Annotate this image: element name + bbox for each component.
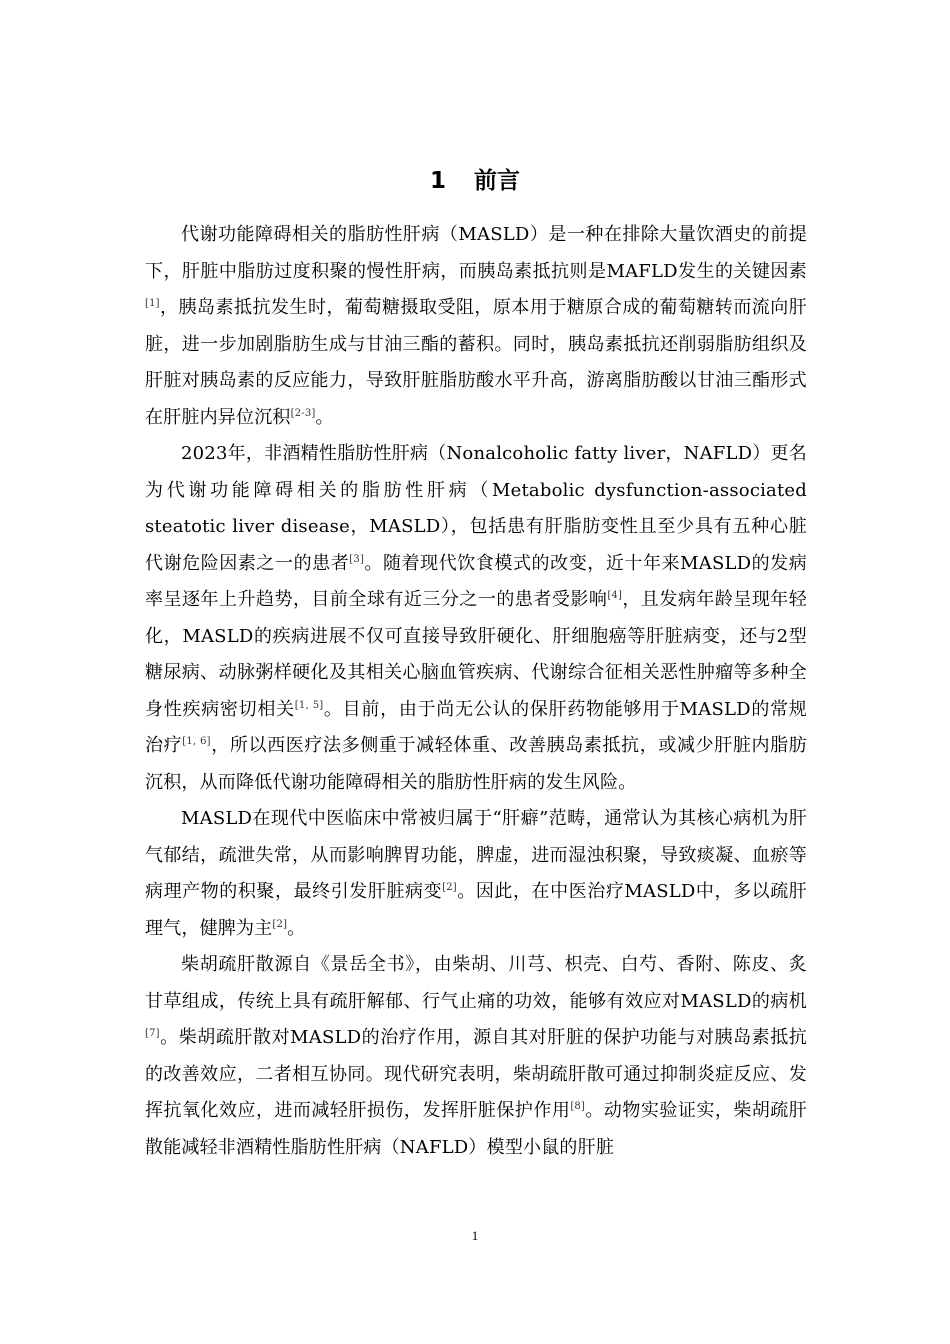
text-run: ，所以西医疗法多侧重于减轻体重、改善胰岛素抵抗，或减少肝脏内脂肪沉积，从而降低代谢功能障碍相关的脂肪性肝病的发生风险。: [145, 735, 807, 793]
paragraph: [145, 217, 807, 436]
citation: [2]: [272, 918, 288, 930]
section-heading: [0, 161, 950, 201]
citation: [4]: [607, 590, 623, 601]
text-run: 。柴胡疏肝散对MASLD的治疗作用，源自其对肝脏的保护功能与对胰岛素抵抗的改善效应，二者相互协同。现代研究表明，柴胡疏肝散可通过抑制炎症反应、发挥抗氧化效应，进而减轻肝损伤，发挥肝脏保护作用: [145, 1027, 807, 1121]
text-run: ，且发病年龄呈现年轻化，MASLD的疾病进展不仅可直接导致肝硬化、肝细胞癌等肝脏病变，还与2型糖尿病、动脉粥样硬化及其相关心脑血管疾病、代谢综合征相关恶性肿瘤等多种全身性疾病密切相关: [145, 589, 808, 720]
body-text: [145, 217, 807, 1166]
text-run: 。动物实验证实，柴胡疏肝散能减轻非酒精性脂肪性肝病（NAFLD）模型小鼠的肝脏: [145, 1100, 807, 1158]
citation: [1, 5]: [294, 699, 324, 711]
text-run: 柴胡疏肝散源自《景岳全书》，由柴胡、川芎、枳壳、白芍、香附、陈皮、炙甘草组成，传统上具有疏肝解郁、行气止痛的功效，能够有效应对MASLD的病机: [145, 954, 807, 1012]
text-run: ，胰岛素抵抗发生时，葡萄糖摄取受阻，原本用于糖原合成的葡萄糖转而流向肝脏，进一步加剧脂肪生成与甘油三酯的蓄积。同时，胰岛素抵抗还削弱脂肪组织及肝脏对胰岛素的反应能力，导致肝脏脂肪酸水平升高，游离脂肪酸以甘油三酯形式在肝脏内异位沉积: [145, 297, 807, 428]
text-run: MASLD在现代中医临床中常被归属于“肝癖”范畴，通常认为其核心病机为肝气郁结，疏泄失常，从而影响脾胃功能，脾虚，进而湿浊积聚，导致痰凝、血瘀等病理产物的积聚，最终引发肝脏病变: [145, 808, 807, 902]
text-run: 。: [315, 406, 334, 428]
text-run: 。目前，由于尚无公认的保肝药物能够用于MASLD的常规治疗: [145, 698, 807, 756]
text-run: 。随着现代饮食模式的改变，近十年来MASLD的发病率呈逐年上升趋势，目前全球有近三分之一的患者受影响: [145, 552, 807, 610]
section-title: 前言: [474, 168, 520, 195]
paragraph: [145, 801, 807, 947]
citation: [7]: [145, 1028, 160, 1039]
text-run: 2023年，非酒精性脂肪性肝病（Nonalcoholic fatty liver，NAFLD）更名为代谢功能障碍相关的脂肪性肝病（Metabolic dysfunction-associated steatotic liver disease，MASLD），包括患有肝脂肪变性且至少具有五种心脏代谢危险因素之一的患者: [145, 443, 807, 574]
text-run: 。: [287, 917, 306, 939]
page-number: 1: [471, 1228, 479, 1243]
citation: [1, 6]: [182, 736, 211, 747]
citation: [2]: [442, 882, 457, 893]
paragraph: [145, 947, 807, 1166]
text-run: 。因此，在中医治疗MASLD中，多以疏肝理气，健脾为主: [145, 881, 807, 939]
citation: [1]: [145, 298, 160, 309]
text-run: 代谢功能障碍相关的脂肪性肝病（MASLD）是一种在排除大量饮酒史的前提下，肝脏中脂肪过度积聚的慢性肝病，而胰岛素抵抗则是MAFLD发生的关键因素: [145, 224, 807, 282]
citation: [8]: [570, 1101, 586, 1112]
citation: [3]: [349, 553, 365, 565]
section-number: 1: [429, 168, 446, 195]
citation: [2-3]: [290, 407, 316, 419]
paragraph: [145, 436, 807, 801]
